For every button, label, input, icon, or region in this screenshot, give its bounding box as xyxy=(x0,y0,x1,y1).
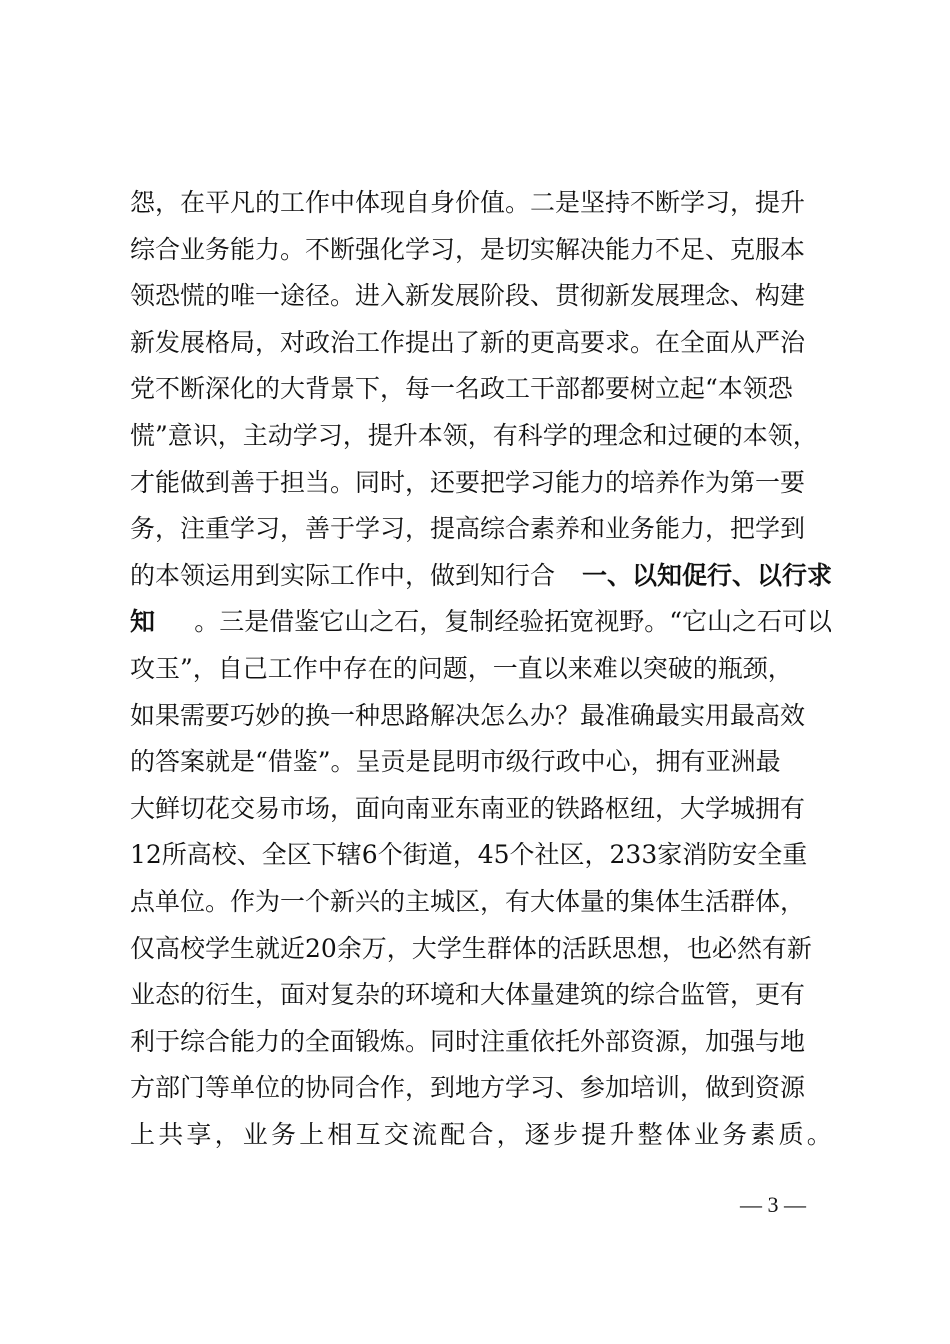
text-line: 的答案就是“借鉴”。呈贡是昆明市级行政中心，拥有亚洲最 xyxy=(130,747,781,777)
text-line: 业态的衍生，面对复杂的环境和大体量建筑的综合监管，更有 xyxy=(130,980,806,1010)
text-line: 点单位。作为一个新兴的主城区，有大体量的集体生活群体， xyxy=(130,886,806,916)
text-line-mixed xyxy=(130,553,832,600)
text-line: 综合业务能力。不断强化学习，是切实解决能力不足、克服本 xyxy=(130,234,806,264)
text-line: 攻玉”，自己工作中存在的问题，一直以来难以突破的瓶颈， xyxy=(130,653,793,683)
text-segment: 的本领运用到实际工作中，做到知行合 xyxy=(130,560,556,590)
text-line: 方部门等单位的协同合作，到地方学习、参加培训，做到资源 xyxy=(130,1073,806,1103)
bold-heading-segment: 知 xyxy=(130,607,156,637)
text-line: 领恐慌的唯一途径。进入新发展阶段、贯彻新发展理念、构建 xyxy=(130,281,806,311)
text-line: 务，注重学习，善于学习，提高综合素养和业务能力，把学到 xyxy=(130,514,806,544)
page-number: — 3 — xyxy=(740,1192,806,1217)
body-text xyxy=(130,180,836,1158)
text-segment: 。三是借鉴它山之石，复制经验拓宽视野。“它山之石可以 xyxy=(194,607,832,637)
text-line: 慌”意识，主动学习，提升本领，有科学的理念和过硬的本领， xyxy=(130,420,818,450)
text-line: 怨，在平凡的工作中体现自身价值。二是坚持不断学习，提升 xyxy=(130,188,806,217)
text-line: 大鲜切花交易市场，面向南亚东南亚的铁路枢纽，大学城拥有 xyxy=(130,793,806,823)
text-line: 党不断深化的大背景下，每一名政工干部都要树立起“本领恐 xyxy=(130,374,793,404)
text-line: 如果需要巧妙的换一种思路解决怎么办？最准确最实用最高效 xyxy=(130,700,806,730)
text-line-mixed xyxy=(130,599,832,646)
text-line: 新发展格局，对政治工作提出了新的更高要求。在全面从严治 xyxy=(130,327,806,357)
bold-heading-segment: 一、以知促行、以行求 xyxy=(581,560,832,590)
text-line: 利于综合能力的全面锻炼。同时注重依托外部资源，加强与地 xyxy=(130,1026,806,1056)
text-line-last: 上共享，业务上相互交流配合，逐步提升整体业务素质。 xyxy=(130,1119,836,1149)
text-line: 仅高校学生就近20余万，大学生群体的活跃思想，也必然有新 xyxy=(130,933,812,963)
text-line: 才能做到善于担当。同时，还要把学习能力的培养作为第一要 xyxy=(130,467,806,497)
text-line: 12所高校、全区下辖6个街道，45个社区，233家消防安全重 xyxy=(130,840,808,870)
